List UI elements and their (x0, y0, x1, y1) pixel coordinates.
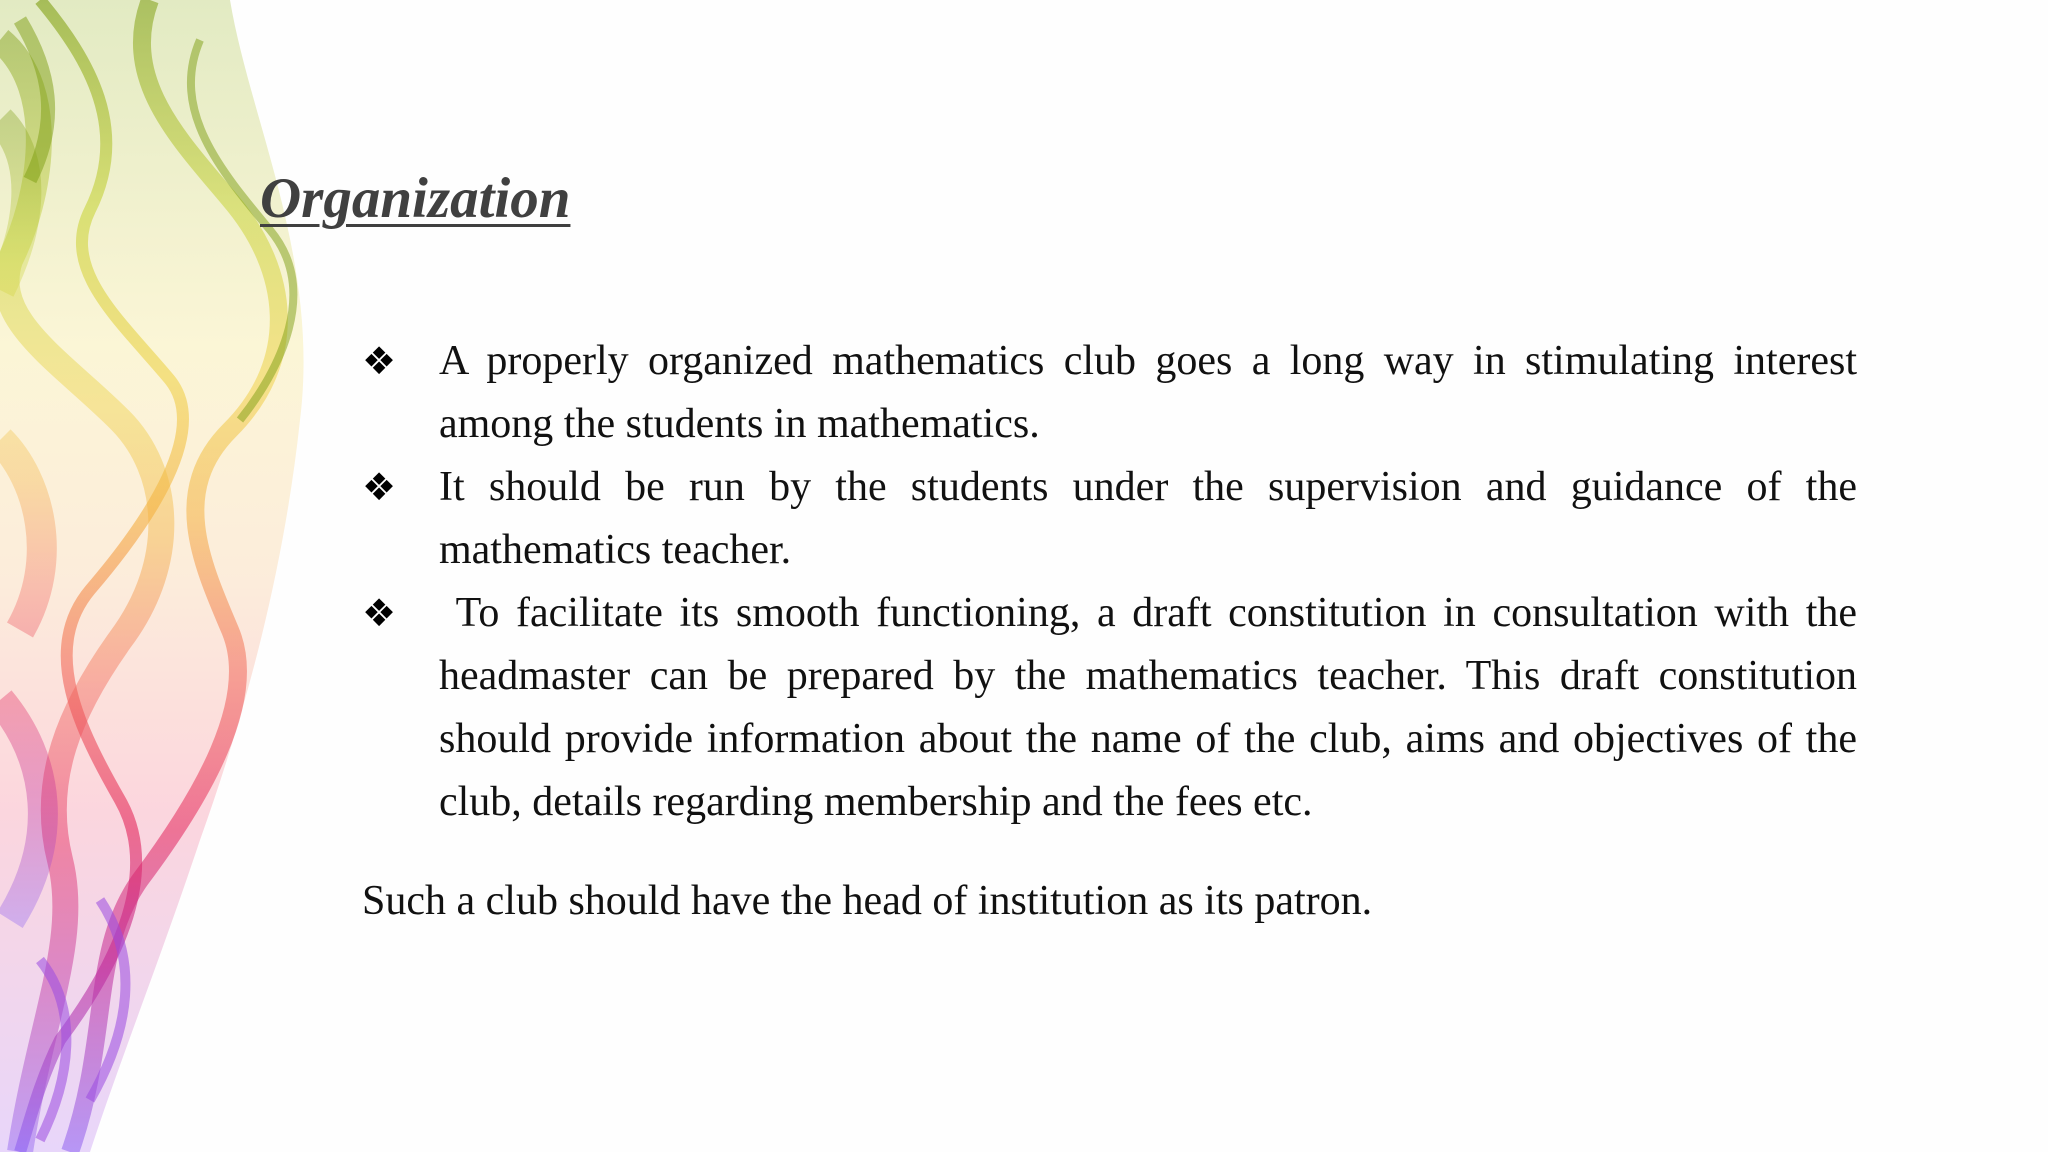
bullet-text: A properly organized mathematics club goes a long way in stimulating interest among the students in mathematics. (439, 338, 1857, 447)
four-diamond-bullet-icon: ❖ (362, 591, 397, 635)
slide-body (362, 330, 1868, 933)
bullet-item (362, 456, 1857, 582)
four-diamond-bullet-icon: ❖ (362, 339, 397, 383)
four-diamond-bullet-icon: ❖ (362, 465, 397, 509)
bullet-list (362, 330, 1868, 834)
bullet-item (362, 582, 1868, 834)
slide-title: Organization (260, 167, 571, 230)
bullet-item (362, 330, 1857, 456)
closing-statement: Such a club should have the head of institution as its patron. (362, 878, 1373, 924)
bullet-text: To facilitate its smooth functioning, a draft constitution in consultation with the headmaster can be prepared by the mathematics teacher. This draft constitution should provide information about the name of the club, aims and objectives of the club, details regarding membership and the fees etc. (439, 590, 1868, 825)
bullet-text: It should be run by the students under the supervision and guidance of the mathematics teacher. (439, 464, 1857, 573)
